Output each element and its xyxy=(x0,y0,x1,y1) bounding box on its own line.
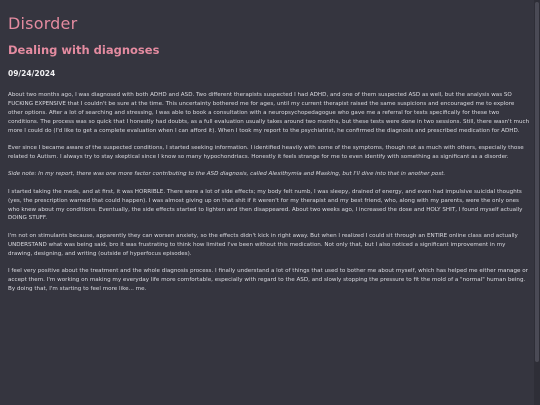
scrollbar-thumb[interactable] xyxy=(535,2,539,362)
post-paragraph: I started taking the meds, and at first, it was HORRIBLE. There were a lot of side effects; my body felt numb, I was sleepy, drained of energy, and even had impulsive suicidal thoughts (yes, the prescription warned that could happen). I was almost giving up on that shit if it weren't for my therapist and my best friend, who, along with my parents, were the only ones who knew about my conditions. Eventually, the side effects started to lighten and then disappeared. About two weeks ago, I increased the dose and HOLY SHIT, I found myself actually DOING STUFF. xyxy=(8,188,523,222)
post-title: Dealing with diagnoses xyxy=(8,43,160,57)
main-content xyxy=(8,12,530,302)
post-date: 09/24/2024 xyxy=(8,69,56,78)
post-paragraph: Ever since I became aware of the suspected conditions, I started seeking information. I identified heavily with some of the symptoms, though not as much with others, especially those related to Autism. I always try to stay skeptical since I know so many hypochondriacs. Honestly it feels strange for me to even identify with something as significant as a disorder. xyxy=(8,145,524,160)
post-paragraph: I feel very positive about the treatment and the whole diagnosis process. I finally understand a lot of things that used to bother me about myself, which has helped me either manage or accept them. I'm working on making my everyday life more comfortable, especially with regard to the ASD, and slowly stopping the pressure to fit the mold of a "normal" human being. By doing that, I'm starting to feel more like... me. xyxy=(8,268,528,292)
side-note-paragraph: Side note: In my report, there was one more factor contributing to the ASD diagnosis, called Alexithymia and Masking, but I'll dive into that in another post. xyxy=(8,171,446,178)
site-title[interactable]: Disorder xyxy=(8,14,78,33)
post-paragraph: I'm not on stimulants because, apparently they can worsen anxiety, so the effects didn't kick in right away. But when I realized I could sit through an ENTIRE online class and actually UNDERSTAND what was being said, bro it was frustrating to think how limited I've been without this medication. Not only that, but I also noticed a significant improvement in my drawing, designing, and writing (outside of hyperfocus episodes). xyxy=(8,232,518,257)
vertical-scrollbar[interactable] xyxy=(534,0,540,405)
post-paragraph: About two months ago, I was diagnosed with both ADHD and ASD. Two different therapists suspected I had ADHD, and one of them suspected ASD as well, but the analysis was SO FUCKING EXPENSIVE that I couldn't be sure at the time. This uncertainty bothered me for ages, until my current therapist raised the same suspicions and encouraged me to explore other options. After a lot of searching and stressing, I was able to book a consultation with a neuropsychopedagogue who gave me a referral for tests specifically for these two conditions. The process was so quick that I honestly had doubts, as a full evaluation usually takes around two months, but these tests were done in two sessions. Still, there wasn't much more I could do (I'd like to get a complete evaluation when I can afford it). When I took my report to the psychiatrist, he confirmed the diagnosis and prescribed medication for ADHD. xyxy=(8,92,530,134)
post-body xyxy=(8,91,530,294)
